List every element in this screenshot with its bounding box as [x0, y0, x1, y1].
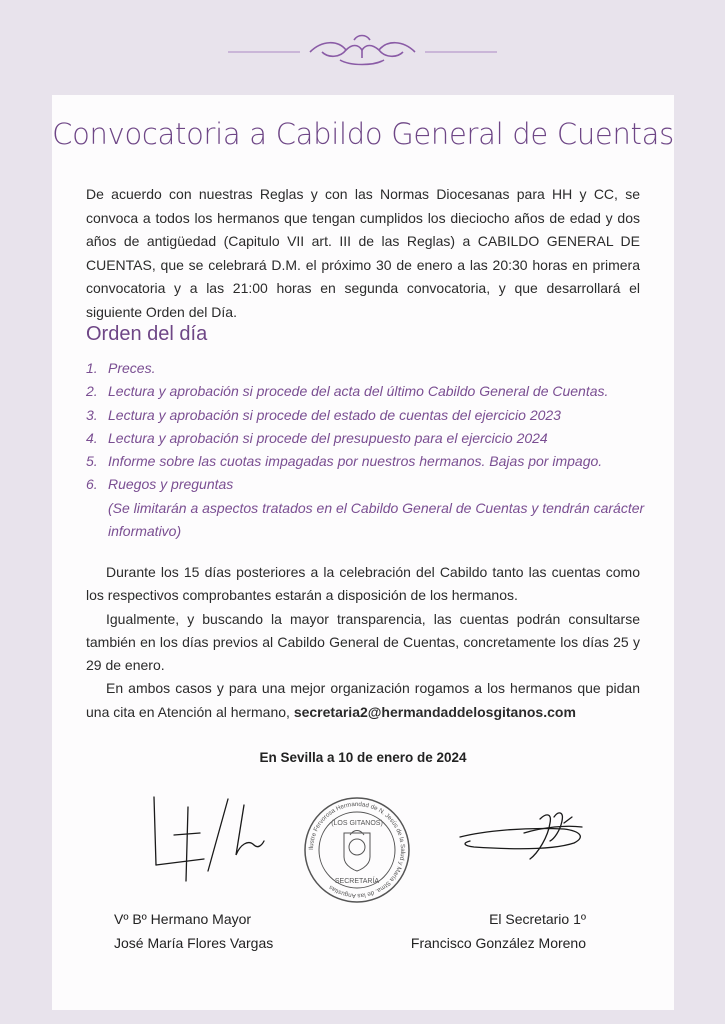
- signer-right-role: El Secretario 1º: [489, 911, 586, 927]
- list-item-note: (Se limitarán a aspectos tratados en el Cabildo General de Cuentas y tendrán carácter informativo): [108, 499, 645, 540]
- seal-bottom-text: SECRETARÍA: [334, 878, 380, 885]
- signer-right-name: Francisco González Moreno: [410, 935, 586, 951]
- list-item: 5. Informe sobre las cuotas impagadas por nuestros hermanos. Bajas por impago.: [86, 453, 603, 470]
- place-date: En Sevilla a 10 de enero de 2024: [259, 750, 467, 765]
- orden-list: [86, 357, 646, 543]
- header-ornament: [0, 28, 725, 78]
- svg-text:Ilustre Fervorosa Hermandad de: Ilustre Fervorosa Hermandad de N. Jesús de la Salud y María Stma. de las Angustias: [307, 800, 407, 900]
- intro-paragraph: De acuerdo con nuestras Reglas y con las Normas Diocesanas para HH y CC, se convoca a todos los hermanos que tengan cumplidos los dieciocho años de edad y dos años de antigüedad (Capitulo VII art. III de las Reglas) a CABILDO GENERAL DE CUENTAS, que se celebrará D.M. el próximo 30 de enero a las 20:30 horas en primera convocatoria y a las 21:00 horas en segunda convocatoria, y que desarrollará el siguiente Orden del Día.: [86, 186, 640, 320]
- closing-paragraph-2: Igualmente, y buscando la mayor transparencia, las cuentas podrán consultarse también en los días previos al Cabildo General de Cuentas, concretamente los días 25 y 29 de enero.: [86, 610, 640, 674]
- page-title: Convocatoria a Cabildo General de Cuentas: [52, 117, 674, 151]
- list-item: 6. Ruegos y preguntas: [86, 476, 234, 493]
- signature-secretario: [454, 797, 594, 867]
- list-item: 2. Lectura y aprobación si procede del acta del último Cabildo General de Cuentas.: [86, 383, 609, 400]
- document-page: [52, 95, 674, 1010]
- list-item: 3. Lectura y aprobación si procede del estado de cuentas del ejercicio 2023: [86, 406, 561, 423]
- orden-heading: Orden del día: [86, 323, 208, 345]
- signer-left-name: José María Flores Vargas: [114, 935, 274, 951]
- closing-paragraph-1: Durante los 15 días posteriores a la celebración del Cabildo tanto las cuentas como los respectivos comprobantes estarán a disposición de los hermanos.: [86, 564, 640, 604]
- closing-paragraph-3: En ambos casos y para una mejor organización rogamos a los hermanos que pidan una cita en Atención al hermano, secretaria2@hermandaddelosgitanos.com: [86, 680, 640, 720]
- signer-right: [402, 907, 586, 955]
- seal-inner-text: (LOS GITANOS): [331, 820, 383, 827]
- signer-left: [114, 907, 273, 955]
- contact-email[interactable]: secretaria2@hermandaddelosgitanos.com: [293, 703, 576, 720]
- signer-left-role: Vº Bº Hermano Mayor: [114, 911, 252, 927]
- closing-section: [86, 561, 640, 724]
- list-item: 4. Lectura y aprobación si procede del presupuesto para el ejercicio 2024: [86, 429, 548, 446]
- list-item: 1. Preces.: [86, 360, 156, 376]
- signature-hermano-mayor: [144, 785, 274, 885]
- secretaria-seal: [302, 795, 412, 905]
